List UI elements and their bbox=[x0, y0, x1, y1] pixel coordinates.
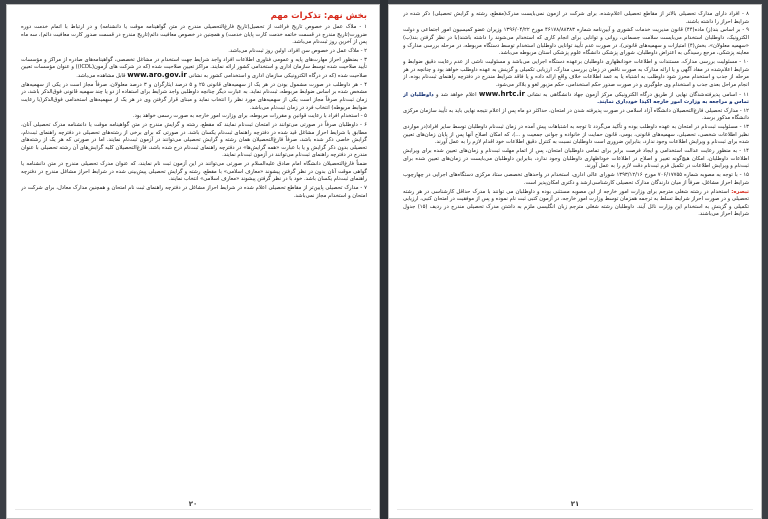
paragraph: ۱۴ - به منظور رعایت عدالت استخدامی و ایجاد فرصت برابر برای تمامی داوطلبان امتحان، پس از اتمام مهلت ثبت‌نام و زمان‌های تعیین شده برای ویرایش اطلاعات داوطلبان، امکان هیچ‌گونه تغییر و اصلاح در اطلاعات خوداظهاری داوطلبان وجود ندارد، بنابراین داوطلبان می‌بایست در زمان‌های تعیین شده برای ثبت‌نام و ویرایش اطلاعات در تکمیل فرم ثبت‌نام دقت لازم را به عمل آورند. bbox=[403, 148, 749, 170]
paragraph: ۹ - بر اساس بند(ز) ماده(۴۴) قانون مدیریت خدمات کشوری و آیین‌نامه شماره ۴۶۱۷۸/۸۸۳۸۳ مورخ ۱۳۹۶/۰۴/۲۲ وزیران عضو کمیسیون امور اجتماعی و دولت الکترونیک، داوطلبان استخدام می‌بایست سلامت جسمانی، روانی و توانایی برای انجام کاری که استخدام می‌شوند را داشته باشند(با در نظر گرفتن بند(ب) «سهمیه معلولان»، بخش(۴) امتیازات و سهمیه‌های قانونی)، در صورت عدم تأیید توانایی داوطلبان استخدام توسط دستگاه مربوطه، در مرحله بررسی مدارک و معاینه پزشکی، مرجع رسیدگی به اعتراض داوطلبان، شورای پزشکی دانشگاه علوم پزشکی استان مربوطه می‌باشد. bbox=[403, 27, 749, 57]
paragraph: ۲ - ملاک عمل در خصوص سن افراد، اولین روز ثبت‌نام می‌باشد. bbox=[228, 47, 367, 54]
paragraph: ۵ - استخدام افراد با رعایت قوانین و مقررات مربوطه، برای وزارت امور خارجه به صورت رسمی خواهد بود. bbox=[132, 113, 367, 120]
paragraph-text: ۱۱ - اسامی پذیرفته‌شدگان نهایی از طریق درگاه الکترونیکی مرکز آزمون جهاد دانشگاهی به نشانی bbox=[527, 91, 749, 98]
paragraph: ۱۰ - مسئولیت بررسی مدارک، مستندات و اطلاعات خودانظهاری داوطلبان برعهده دستگاه اجرایی می‌باشد و مسئولیت ناشی از عدم رعایت دقیق ضوابط و شرایط اعلام‌شده در مفاد آگهی و یا ارائه مدارک به صورت ناقص در زمان بررسی مدارک، ارزیابی تکمیلی و گزینش به عهده داوطلب خواهد بود و چنانچه در هر مرحله از جذب و استخدام محرز شود داوطلب به اشتباه یا به عمد اطلاعات خلاف واقع ارائه داده و یا فاقد شرایط مندرج در دفترچه راهنمای ثبت‌نام بوده، از انجام مراحل بعدی جذب و استخدام وی جلوگیری و در صورت صدور حکم استخدامی، حکم مزبور لغو و بلااثر می‌شود. bbox=[403, 58, 749, 88]
paragraph: ضمناً فارغ‌التحصیلان دانشگاه امام صادق علیه‌السلام در صورتی می‌توانند در این آزمون ثبت نام نمایند، که عنوان مدرک تحصیلی مندرج در متن دانشنامه یا گواهی موقت آنان بدون در نظر گرفتن پیشوند «معارف اسلامی» با مقطع، رشته و گرایش تحصیلی پیش‌بینی شده در شرایط احراز مشاغل مندرج در دفترچه راهنمای ثبت‌نام یکسان باشد. خود با در نظر گرفتن پیشوند «معارف اسلامی» انتخاب نمایند. bbox=[21, 161, 367, 183]
page-right-content bbox=[403, 11, 749, 496]
paragraph-text: اعلام خواهد شد و bbox=[436, 91, 477, 98]
paragraph: ۱ - ملاک عمل در خصوص تاریخ فراغت از تحصیل(تاریخ فارغ‌التحصیلی مندرج در متن گواهینامه موقت یا دانشنامه) و در ارتباط با اتمام خدمت دوره ضرورت(تاریخ مندرج در قسمت خاتمه خدمت کارت پایان خدمت) و همچنین در خصوص معافیت دائم(تاریخ مندرج در قسمت صدور کارت معافیت دائم)، سه ماه پس از آخرین روز ثبت‌نام می‌باشد. bbox=[21, 24, 367, 46]
note-text: استخدام در رشته شغلی مترجم برای وزارت امور خارجه از این مصوبه مستثنی بوده و داوطلبان می توانند با مدرک حداقل کارشناسی در هر رشته تحصیلی و در صورت احراز شرایط تسلط به ترجمه همزمان توسط وزارت امور خارجه، در آزمون کتبی ثبت نام نموده و پس از موفقیت در امتحان کتبی، ارزیابی تکمیلی و گزینش به استخدام این وزارت نائل آیند. داوطلبان رشته شغلی مترجم زبان انگلیسی ملزم به داشتن مدرک تحصیلی مندرج در ردیف (۱۵) جدول شرایط احراز می‌باشند. bbox=[403, 188, 749, 218]
page-number: ۲۱ bbox=[570, 500, 580, 508]
paragraph: ۴ - هر داوطلب در صورت مشمول بودن در هر یک از سهمیه‌های قانونی ۲۵ و ۵ درصد ایثارگران و ۳ درصد معلولان، صرفاً مجاز است در یکی از سهمیه‌های مشخص شده بر اساس ضوابط مربوطه، ثبت‌نام نماید. به عبارت دیگر چنانچه داوطلبی واجد شرایط برای استفاده از دو یا چند سهمیه قانونی فوق‌الذکر باشد، در زمان ثبت‌نام صرفاً مجاز است یکی از سهمیه‌های مورد نظر را انتخاب نماید و مبنای قرار گرفتن وی در هر یک از سهمیه‌های استخدامی فوق‌الذکر(با رعایت ضوابط مربوطه) انتخاب فرد در زمان ثبت‌نام می‌باشد. bbox=[21, 81, 367, 111]
paragraph: ۱۲ - مدارک تحصیلی فارغ‌التحصیلان دانشگاه آزاد اسلامی در صورت پذیرفته شدن در امتحان، حداکثر دو ماه پس از اعلام نتیجه نهایی باید به تأیید سازمان مرکزی دانشگاه مذکور برسد. bbox=[403, 107, 749, 122]
paragraph: ۷ - مدارک تحصیلی پایین‌تر از مقاطع تحصیلی اعلام شده در شرایط احراز مشاغل در دفترچه راهنمای ثبت نام امتحان و همچنین مدارک معادل، برای شرکت در امتحان و استخدام مجاز نمی‌باشد. bbox=[21, 185, 367, 199]
note-label: تبصره: bbox=[731, 188, 749, 195]
note-paragraph bbox=[403, 189, 749, 219]
paragraph: ۱۳ - مسئولیت ثبت‌نام در امتحان به عهده داوطلب بوده و تأکید می‌گردد تا توجه به اشتباهات پیش آمده در زمان ثبت‌نام داوطلبان توسط سایر افراد(در مواردی نظیر اطلاعات شخصی، تحصیلی، سهمیه‌های قانونی، بومی، قانون حمایت از خانواده و جوانی جمعیت و ...)، که امکان اصلاح آنها پس از پایان زمان‌های تعیین شده برای ثبت‌نام و ویرایش اطلاعات وجود ندارد، بنابراین ضروری است داوطلبان نسبت به کنترل دقیق اطلاعات خود اقدام لازم را به عمل آورند. bbox=[403, 124, 749, 146]
link-aro[interactable]: www.aro.gov.ir bbox=[127, 70, 187, 79]
page-number: ۲۰ bbox=[188, 500, 198, 508]
link-hrtc[interactable]: www.hrtc.ir bbox=[478, 89, 525, 98]
section-title: بخش نهم: تذکرات مهم bbox=[270, 11, 367, 21]
paragraph bbox=[21, 57, 367, 81]
paragraph: ۱۵ - با توجه به مصوبه شماره ۷۰۶/۱۷۷۵۵ مورخ ۱۳۹۳/۱۲/۱۶ شورای عالی اداری، استخدام در واحدهای تخصصی ستاد مرکزی دستگاه‌های اجرایی در چهارچوب شرایط احراز مشاغل، صرفاً از میان دارندگان مدارک تحصیلی کارشناسی‌ارشد و دکتری امکان‌پذیر است. bbox=[403, 172, 749, 186]
paragraph bbox=[403, 91, 749, 107]
paragraph-text: قابل مشاهده می‌باشد. bbox=[76, 72, 126, 79]
paragraph: ۶ - داوطلبان صرفاً در صورتی می‌توانند در امتحان ثبت‌نام نمایند که مقطع، رشته و گرایش مندرج در متن گواهینامه موقت یا دانشنامه مدرک تحصیلی آنان، مطابق با شرایط احراز مشاغل قید شده در دفترچه راهنمای ثبت‌نام یکسان باشد. در صورتی که برای برخی از رشته‌های تحصیلی در دفترچه راهنمای ثبت‌نام، گرایش خاصی ذکر شده باشد، صرفاً فارغ‌التحصیلان همان رشته و گرایش تحصیلی می‌توانند در آزمون ثبت‌نام نمایند. اما در صورتی که هر یک از رشته‌های تحصیلی بدون ذکر گرایش و یا با عبارت «همه گرایش‌ها» در دفترچه راهنمای ثبت‌نام درج شده باشد، فارغ‌التحصیلان کلیه گرایش‌های آن رشته تحصیلی با عنوان مندرج در دفترچه راهنمای ثبت‌نام می‌توانند در آزمون ثبت‌نام نمایند. bbox=[21, 122, 367, 159]
page-left-content bbox=[21, 11, 367, 496]
warning-text: داوطلبان از تماس و مراجعه به وزارت امور خارجه اکیدا خودداری نمایند. bbox=[403, 91, 749, 106]
paragraph-text: ۳ - بمنظور احراز مهارت‌های پایه و عمومی فناوری اطلاعات افراد واجد شرایط جهت استخدام در مشاغل تخصصی، گواهینامه‌های صادره از مراکز و مؤسسات تأیید صلاحیت شده توسط سازمان اداری و استخدامی کشور ارائه نمایند. مراکز تعیین صلاحیت شده (که در شرکت های آزمون(ICDL)) و عنوان مؤسسات تعیین صلاحیت شده (که در درگاه الکترونیکی سازمان اداری و استخدامی کشور به نشانی bbox=[21, 56, 367, 79]
page-right bbox=[388, 4, 762, 519]
book-gutter bbox=[380, 0, 388, 519]
page-left bbox=[6, 4, 380, 519]
paragraph: ۸ - افراد دارای مدارک تحصیلی بالاتر از مقاطع تحصیلی اعلام‌شده، برای شرکت در آزمون نمی‌بایست مدرک(مقطع، رشته و گرایش تحصیلی) ذکر شده در شرایط احراز را داشته باشند. bbox=[403, 11, 749, 25]
